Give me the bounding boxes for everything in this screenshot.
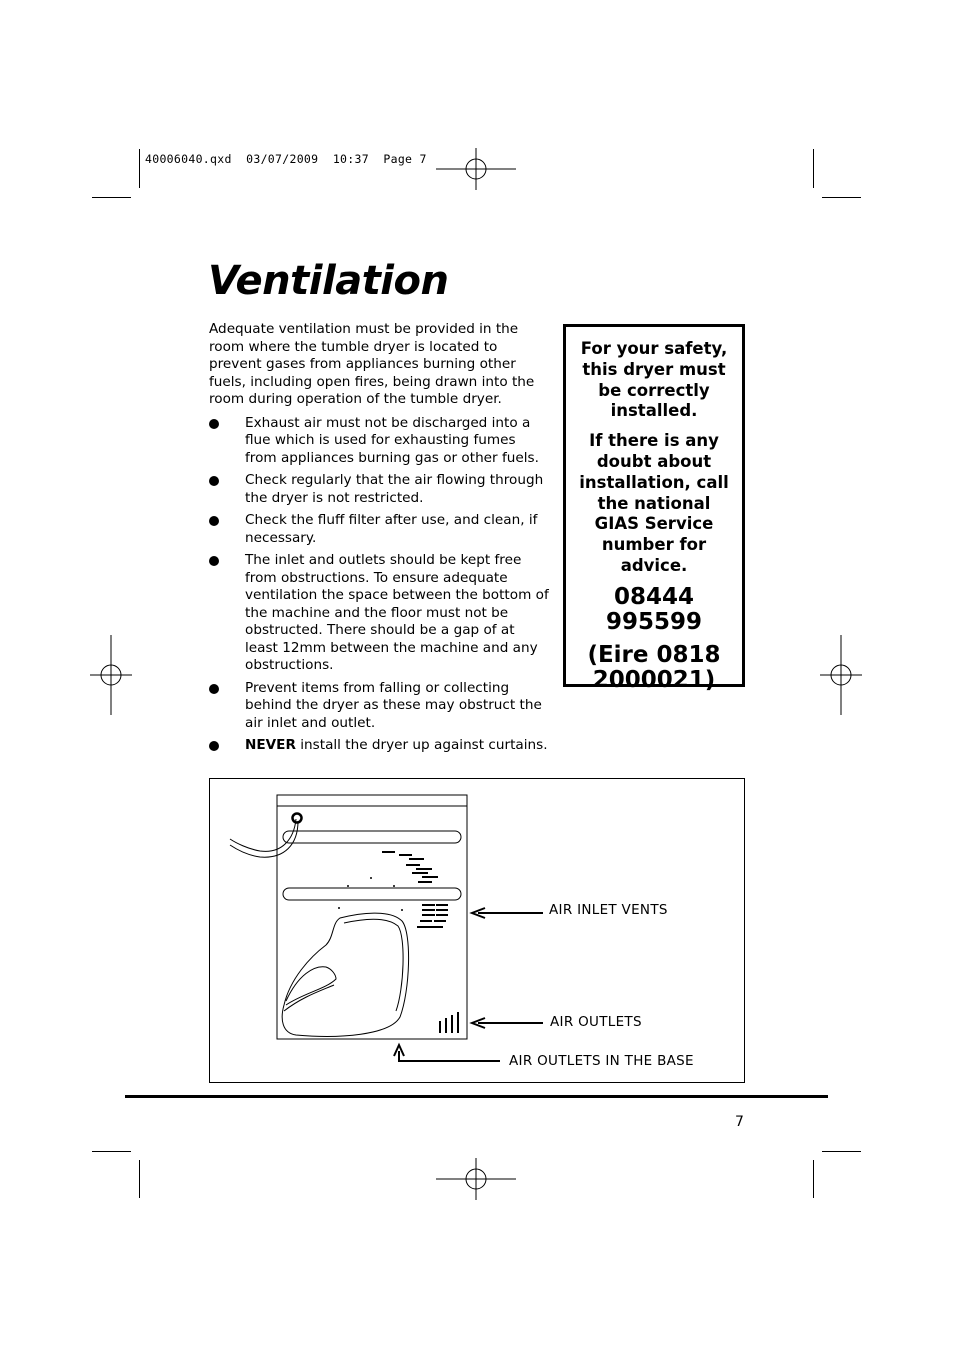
list-item bbox=[209, 737, 549, 755]
crop-mark bbox=[139, 1160, 140, 1198]
list-item-text: The inlet and outlets should be kept free from obstructions. To ensure adequate ventilation the space between the bottom of the machine and the floor must not be obstructed. There should be a gap of at least 12mm between the machine and any obstructions. bbox=[245, 552, 549, 673]
dryer-illustration bbox=[210, 779, 744, 1082]
bullet-icon bbox=[209, 684, 219, 694]
registration-mark-bottom bbox=[436, 1158, 516, 1200]
bullet-icon bbox=[209, 516, 219, 526]
crop-mark bbox=[822, 1151, 861, 1152]
safety-advice-text: If there is any doubt about installation, call the national GIAS Service number for advice. bbox=[579, 431, 729, 575]
bullet-icon bbox=[209, 741, 219, 751]
print-slug: 40006040.qxd 03/07/2009 10:37 Page 7 bbox=[145, 152, 427, 166]
registration-mark-left bbox=[90, 635, 132, 715]
crop-mark bbox=[92, 197, 131, 198]
registration-mark-top bbox=[436, 148, 516, 190]
list-item-text: Prevent items from falling or collecting behind the dryer as these may obstruct the air inlet and outlet. bbox=[245, 679, 542, 731]
list-item bbox=[209, 472, 549, 507]
list-item-text: Check the fluff filter after use, and clean, if necessary. bbox=[245, 512, 538, 546]
air-outlets-base-label: AIR OUTLETS IN THE BASE bbox=[509, 1053, 694, 1069]
air-inlet-vents-label: AIR INLET VENTS bbox=[549, 902, 668, 918]
ventilation-diagram bbox=[209, 778, 745, 1083]
list-item-text: Exhaust air must not be discharged into a flue which is used for exhausting fumes from appliances burning gas or other fuels. bbox=[245, 414, 539, 466]
safety-notice-box bbox=[563, 324, 745, 693]
intro-paragraph: Adequate ventilation must be provided in the room where the tumble dryer is located to prevent gases from appliances burning other fuels, including open fires, being drawn into the room during operation of the tumble dryer. bbox=[209, 321, 535, 407]
crop-mark bbox=[813, 149, 814, 188]
safety-installation-text: For your safety, this dryer must be correctly installed. bbox=[580, 339, 728, 421]
registration-mark-right bbox=[820, 635, 862, 715]
bullet-icon bbox=[209, 556, 219, 566]
crop-mark bbox=[822, 197, 861, 198]
list-item-text: install the dryer up against curtains. bbox=[295, 737, 548, 753]
body-column bbox=[209, 321, 549, 760]
eire-phone-number: (Eire 0818 2000021) bbox=[587, 641, 721, 693]
never-emphasis: NEVER bbox=[245, 737, 296, 753]
page-title: Ventilation bbox=[208, 258, 449, 304]
list-item-text: Check regularly that the air flowing through the dryer is not restricted. bbox=[245, 472, 544, 506]
crop-mark bbox=[139, 149, 140, 188]
list-item bbox=[209, 680, 549, 733]
list-item bbox=[209, 552, 549, 675]
crop-mark bbox=[813, 1160, 814, 1198]
bullet-icon bbox=[209, 419, 219, 429]
service-phone-number: 08444 995599 bbox=[605, 583, 703, 635]
bullet-icon bbox=[209, 476, 219, 486]
page-number: 7 bbox=[735, 1114, 744, 1130]
bullet-list bbox=[209, 415, 549, 755]
air-outlets-label: AIR OUTLETS bbox=[550, 1014, 642, 1030]
footer-rule bbox=[125, 1095, 828, 1098]
list-item bbox=[209, 512, 549, 547]
crop-mark bbox=[92, 1151, 131, 1152]
list-item bbox=[209, 415, 549, 468]
